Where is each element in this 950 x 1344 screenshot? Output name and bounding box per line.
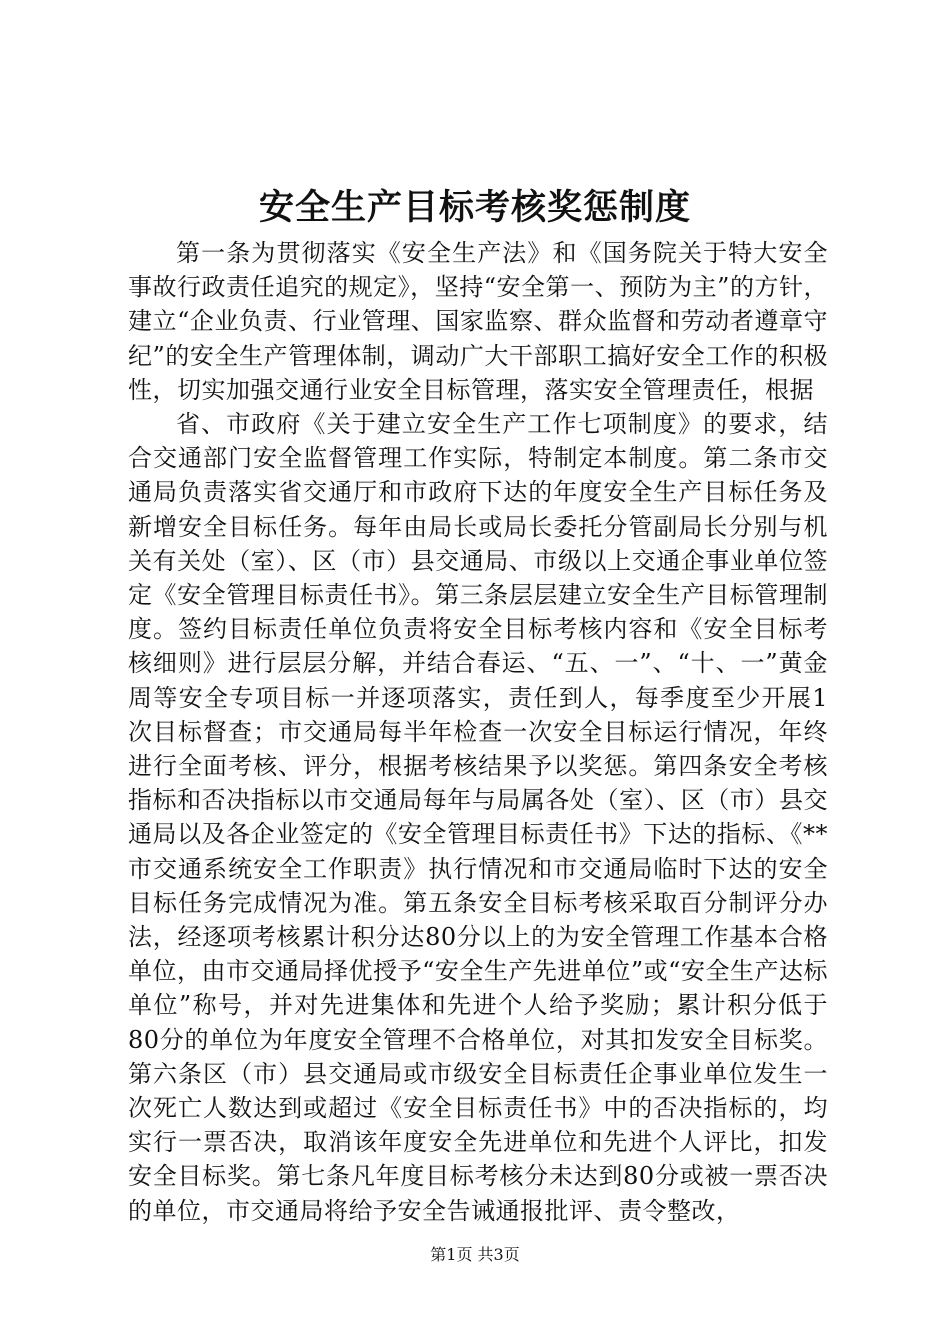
paragraph-2: 省、市政府《关于建立安全生产工作七项制度》的要求，结合交通部门安全监督管理工作实际，特制定本制度。第二条市交通局负责落实省交通厅和市政府下达的年度安全生产目标任务及新增安全目标任务。每年由局长或局长委托分管副局长分别与机关有关处（室）、区（市）县交通局、市级以上交通企事业单位签定《安全管理目标责任书》。第三条层层建立安全生产目标管理制度。签约目标责任单位负责将安全目标考核内容和《安全目标考核细则》进行层层分解，并结合春运、“五、一”、“十、一”黄金周等安全专项目标一并逐项落实，责任到人，每季度至少开展1次目标督查；市交通局每半年检查一次安全目标运行情况，年终进行全面考核、评分，根据考核结果予以奖惩。第四条安全考核指标和否决指标以市交通局每年与局属各处（室）、区（市）县交通局以及各企业签定的《安全管理目标责任书》下达的指标、《**市交通系统安全工作职责》执行情况和市交通局临时下达的安全目标任务完成情况为准。第五条安全目标考核采取百分制评分办法，经逐项考核累计积分达80分以上的为安全管理工作基本合格单位，由市交通局择优授予“安全生产先进单位”或“安全生产达标单位”称号，并对先进集体和先进个人给予奖励；累计积分低于80分的单位为年度安全管理不合格单位，对其扣发安全目标奖。第六条区（市）县交通局或市级安全目标责任企事业单位发生一次死亡人数达到或超过《安全目标责任书》中的否决指标的，均实行一票否决，取消该年度安全先进单位和先进个人评比，扣发安全目标奖。第七条凡年度目标考核分未达到80分或被一票否决的单位，市交通局将给予安全告诫通报批评、责令整改，	[128, 410, 828, 1225]
paragraph-1: 第一条为贯彻落实《安全生产法》和《国务院关于特大安全事故行政责任追究的规定》，坚持“安全第一、预防为主”的方针，建立“企业负责、行业管理、国家监察、群众监督和劳动者遵章守纪”的安全生产管理体制，调动广大干部职工搞好安全工作的积极性，切实加强交通行业安全目标管理，落实安全管理责任，根据	[128, 239, 828, 404]
document-title: 安全生产目标考核奖惩制度	[258, 187, 691, 228]
document-body	[128, 236, 828, 1228]
page-footer: 第1页 共3页	[430, 1245, 520, 1264]
